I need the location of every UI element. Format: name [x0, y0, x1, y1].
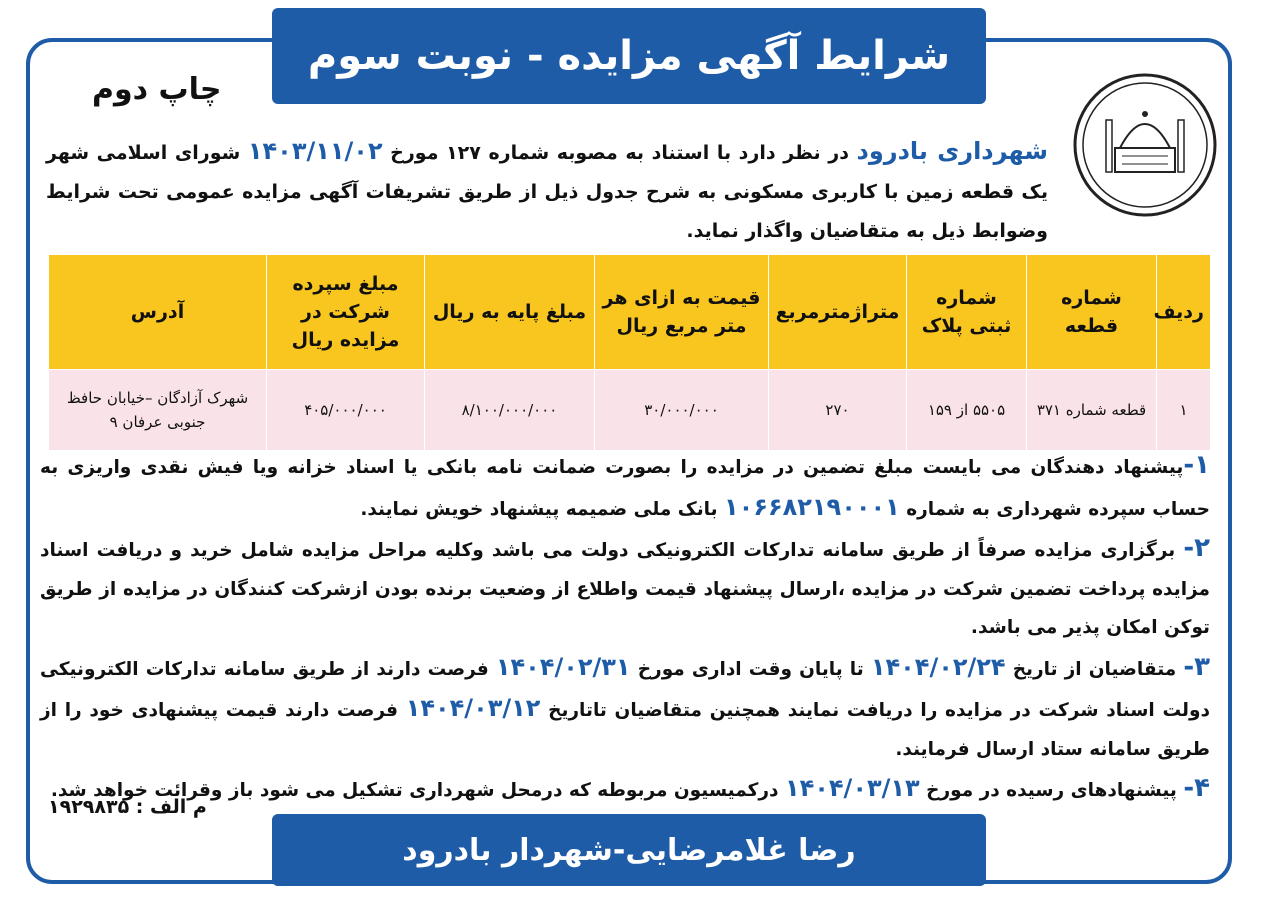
- header-address: آدرس: [49, 255, 267, 370]
- header-row-number: ردیف: [1157, 255, 1211, 370]
- footer-banner: [272, 814, 986, 886]
- clause-text: برگزاری مزایده صرفاً از طریق سامانه تدارکات الکترونیکی دولت می باشد وکلیه مراحل مزایده شامل خرید و دریافت اسناد مزایده پرداخت تضمین شرکت در مزایده ،ارسال پیشنهاد قیمت واطلاع از وضعیت برنده بودن ازشرکت کنندگان در مزایده از طریق توکن امکان پذیر می باشد.: [40, 540, 1210, 638]
- clause-number: ۲-: [1183, 533, 1210, 563]
- signature: رضا غلامرضایی-شهردار بادرود: [402, 832, 856, 868]
- clause-1: [40, 446, 1210, 529]
- municipality-seal-icon: [1070, 70, 1220, 220]
- title-banner: [272, 8, 986, 104]
- clause-text: متقاضیان از تاریخ: [1005, 658, 1184, 680]
- clause-number: ۳-: [1183, 651, 1210, 682]
- clause-text: فرصت دارند از طریق سامانه تدارکات الکترونیکی دولت اسناد شرکت در مزایده را دریافت نمایند همچنین متقاضیان تاتاریخ: [40, 658, 1210, 721]
- page-title: شرایط آگهی مزایده - نوبت سوم: [307, 33, 951, 79]
- clause-text: درکمیسیون مربوطه که درمحل شهرداری تشکیل می شود باز وقرائت خواهد شد.: [50, 780, 785, 801]
- opening-date: ۱۴۰۴/۰۳/۱۳: [784, 774, 920, 802]
- table-header-row: [49, 255, 1211, 370]
- org-name: شهرداری بادرود: [856, 137, 1048, 165]
- cell-price-per-meter: ۳۰/۰۰۰/۰۰۰: [595, 370, 769, 451]
- clause-number: ۴-: [1183, 773, 1210, 803]
- clause-text: پیشنهادهای رسیده در مورخ: [919, 780, 1184, 801]
- cell-deposit: ۴۰۵/۰۰۰/۰۰۰: [267, 370, 425, 451]
- header-registration-number: شماره ثبتی پلاک: [907, 255, 1027, 370]
- cell-registration-number: ۵۵۰۵ از ۱۵۹: [907, 370, 1027, 451]
- clause-3: [40, 648, 1210, 770]
- start-date: ۱۴۰۴/۰۲/۲۴: [870, 652, 1006, 681]
- bid-deadline-date: ۱۴۰۴/۰۳/۱۲: [405, 694, 541, 722]
- clause-2: [40, 529, 1210, 648]
- clause-text: فرصت دارند قیمت پیشنهادی خود را از طریق سامانه ستاد ارسال فرمایند.: [40, 700, 1210, 760]
- conditions-list: [40, 446, 1210, 811]
- header-area: متراژمترمربع: [769, 255, 907, 370]
- cell-plot-number: قطعه شماره ۳۷۱: [1027, 370, 1157, 451]
- header-base-price: مبلغ پایه به ریال: [425, 255, 595, 370]
- intro-paragraph: [46, 132, 1048, 251]
- intro-text-1: در نظر دارد با استناد به مصوبه شماره ۱۲۷ مورخ: [382, 142, 857, 164]
- clause-4: [40, 769, 1210, 811]
- resolution-date: ۱۴۰۳/۱۱/۰۲: [247, 137, 383, 165]
- cell-row-number: ۱: [1157, 370, 1211, 451]
- document-deadline-date: ۱۴۰۴/۰۲/۳۱: [495, 652, 631, 681]
- intro-text-2: شورای اسلامی شهر یک قطعه زمین با کاربری مسکونی به شرح جدول ذیل از طریق تشریفات آگهی مزایده عمومی تحت شرایط وضوابط ذیل به متقاضیان واگذار نماید.: [46, 142, 1048, 242]
- clause-text: تا پایان وقت اداری مورخ: [630, 658, 871, 680]
- cell-base-price: ۸/۱۰۰/۰۰۰/۰۰۰: [425, 370, 595, 451]
- cell-address: شهرک آزادگان –خیابان حافظ جنوبی عرفان ۹: [49, 370, 267, 451]
- cell-area: ۲۷۰: [769, 370, 907, 451]
- clause-number: ۱-: [1183, 450, 1210, 480]
- header-plot-number: شماره قطعه: [1027, 255, 1157, 370]
- reference-number: م الف : ۱۹۲۹۸۳۵: [48, 796, 207, 818]
- account-number: ۱۰۶۶۸۲۱۹۰۰۰۱: [724, 492, 900, 521]
- clause-text: بانک ملی ضمیمه پیشنهاد خویش نمایند.: [360, 498, 725, 520]
- table-row: [49, 370, 1211, 451]
- header-price-per-meter: قیمت به ازای هر متر مربع ریال: [595, 255, 769, 370]
- auction-table: [48, 254, 1211, 451]
- header-deposit: مبلغ سپرده شرکت در مزایده ریال: [267, 255, 425, 370]
- edition-label: چاپ دوم: [92, 72, 222, 107]
- clause-text: پیشنهاد دهندگان می بایست مبلغ تضمین در مزایده را بصورت ضمانت نامه بانکی یا اسناد خزانه ویا فیش نقدی واریزی به حساب سپرده شهرداری به شماره: [40, 457, 1210, 520]
